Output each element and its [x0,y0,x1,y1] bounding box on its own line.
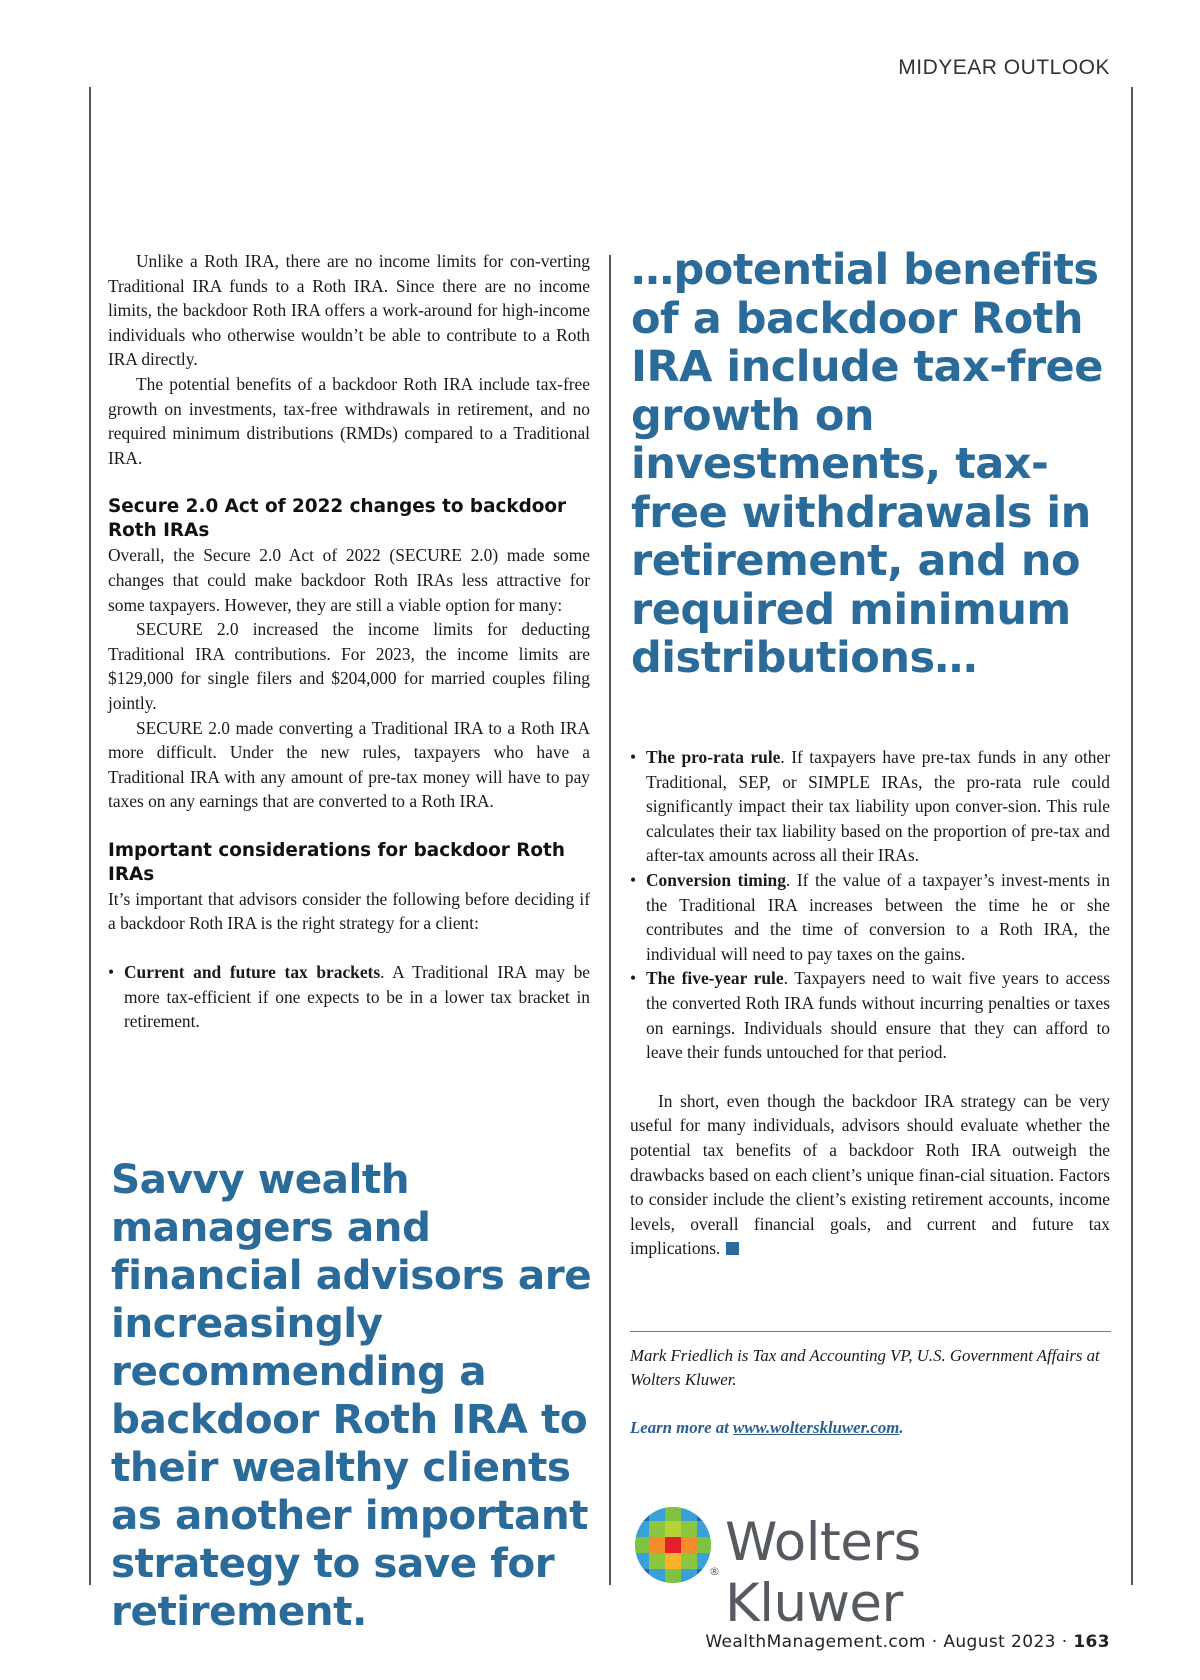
conclusion-text: In short, even though the backdoor IRA strategy can be very useful for many individuals, advisors should evaluate whether the potential tax benefits of a backdoor Roth IRA outweigh the drawbacks based on each client’s unique finan-cial situation. Factors to consider include the client’s existing retirement accounts, income levels, overall financial goals, and current and future tax implications. [630,1090,1110,1259]
page-footer [705,1632,1110,1652]
bullet-list [108,960,590,1034]
author-byline: Mark Friedlich is Tax and Accounting VP, U.S. Government Affairs at Wolters Kluwer. [630,1346,1100,1389]
list-item [108,960,590,1034]
footer-site: WealthManagement.com [705,1632,926,1652]
left-column [108,249,590,1034]
conclusion-paragraph [630,1089,1110,1261]
pull-quote-bottom: Savvy wealth managers and financial advisors are increasingly recommending a backdoor Roth IRA to their wealthy clients as another important strategy to save for retirement. [111,1155,592,1635]
column-divider-rule [609,255,611,1585]
section-heading: Important considerations for backdoor Roth IRAs [108,839,565,885]
bullet-term: Current and future tax brackets [124,962,381,983]
logo-wordmark: Wolters Kluwer [725,1512,921,1634]
body-paragraph: The potential benefits of a backdoor Roth IRA include tax-free growth on investments, tax-free withdrawals in retirement, and no required minimum distributions (RMDs) compared to a Traditional IRA. [108,373,590,468]
section-label: MIDYEAR OUTLOOK [898,56,1110,79]
bullet-term: The pro-rata rule [646,747,781,767]
wolters-kluwer-globe-icon [633,1505,713,1585]
wolters-kluwer-logo [633,1505,1113,1634]
bullet-text: . If taxpayers have pre-tax funds in any other Traditional, SEP, or SIMPLE IRAs, the pro-rata rule could significantly impact their tax liability upon conver-sion. This rule calculates their tax liability based on the proportion of pre-tax and after-tax amounts across all their IRAs. [646,747,1110,866]
bullet-text: . If the value of a taxpayer’s invest-ments in the Traditional IRA increases between the time he or she contributes and the time of conversion to a Roth IRA, the individual will need to pay taxes on the gains. [646,869,1110,964]
right-column [630,745,1110,1261]
footer-separator: · [1055,1632,1074,1652]
footer-separator: · [925,1632,944,1652]
body-paragraph: Unlike a Roth IRA, there are no income limits for con-verting Traditional IRA funds to a Roth IRA. Since there are no income limits, the backdoor Roth IRA offers a work-around for high-income individuals who otherwise wouldn’t be able to contribute to a Roth IRA directly. [108,251,590,370]
byline-divider [630,1331,1111,1332]
pull-quote-top: …potential benefits of a backdoor Roth IRA include tax-free growth on investments, tax-free withdrawals in retirement, and no required minimum distributions… [631,245,1103,683]
bullet-term: The five-year rule [646,968,784,989]
body-paragraph: It’s important that advisors consider the following before deciding if a backdoor Roth IRA is the right strategy for a client: [108,888,590,934]
section-heading: Secure 2.0 Act of 2022 changes to backdoor Roth IRAs [108,496,567,542]
footer-date: August 2023 [943,1632,1056,1652]
bullet-text: . Taxpayers need to wait five years to access the converted Roth IRA funds without incurring penalties or taxes on earnings. Individuals should ensure that they can afford to leave their funds untouched for that period. [646,968,1110,1063]
end-of-article-mark [726,1242,739,1255]
list-item [630,966,1110,1064]
learn-more [630,1418,1110,1438]
list-item [630,745,1110,868]
registered-mark: ® [709,1565,720,1578]
bullet-term: Conversion timing [646,869,786,890]
bullet-list [630,745,1110,1065]
website-link[interactable]: www.wolterskluwer.com [733,1418,900,1437]
page-number: 163 [1073,1632,1110,1652]
right-margin-rule [1131,87,1133,1585]
body-paragraph: SECURE 2.0 made converting a Traditional IRA to a Roth IRA more difficult. Under the new rules, taxpayers who have a Traditional IRA with any amount of pre-tax money will have to pay taxes on any earnings that are converted to a Roth IRA. [108,717,590,812]
learn-more-suffix: . [899,1418,904,1437]
bullet-text: . A Traditional IRA may be more tax-efficient if one expects to be in a lower tax bracket in retirement. [124,962,590,1032]
body-paragraph: SECURE 2.0 increased the income limits for deducting Traditional IRA contributions. For 2023, the income limits are $129,000 for single filers and $204,000 for married couples filing jointly. [108,619,590,713]
learn-more-prefix: Learn more at [630,1418,734,1437]
body-paragraph: Overall, the Secure 2.0 Act of 2022 (SECURE 2.0) made some changes that could make backdoor Roth IRAs less attractive for some taxpayers. However, they are still a viable option for many: [108,545,590,615]
list-item [630,868,1110,966]
left-margin-rule [89,87,91,1585]
